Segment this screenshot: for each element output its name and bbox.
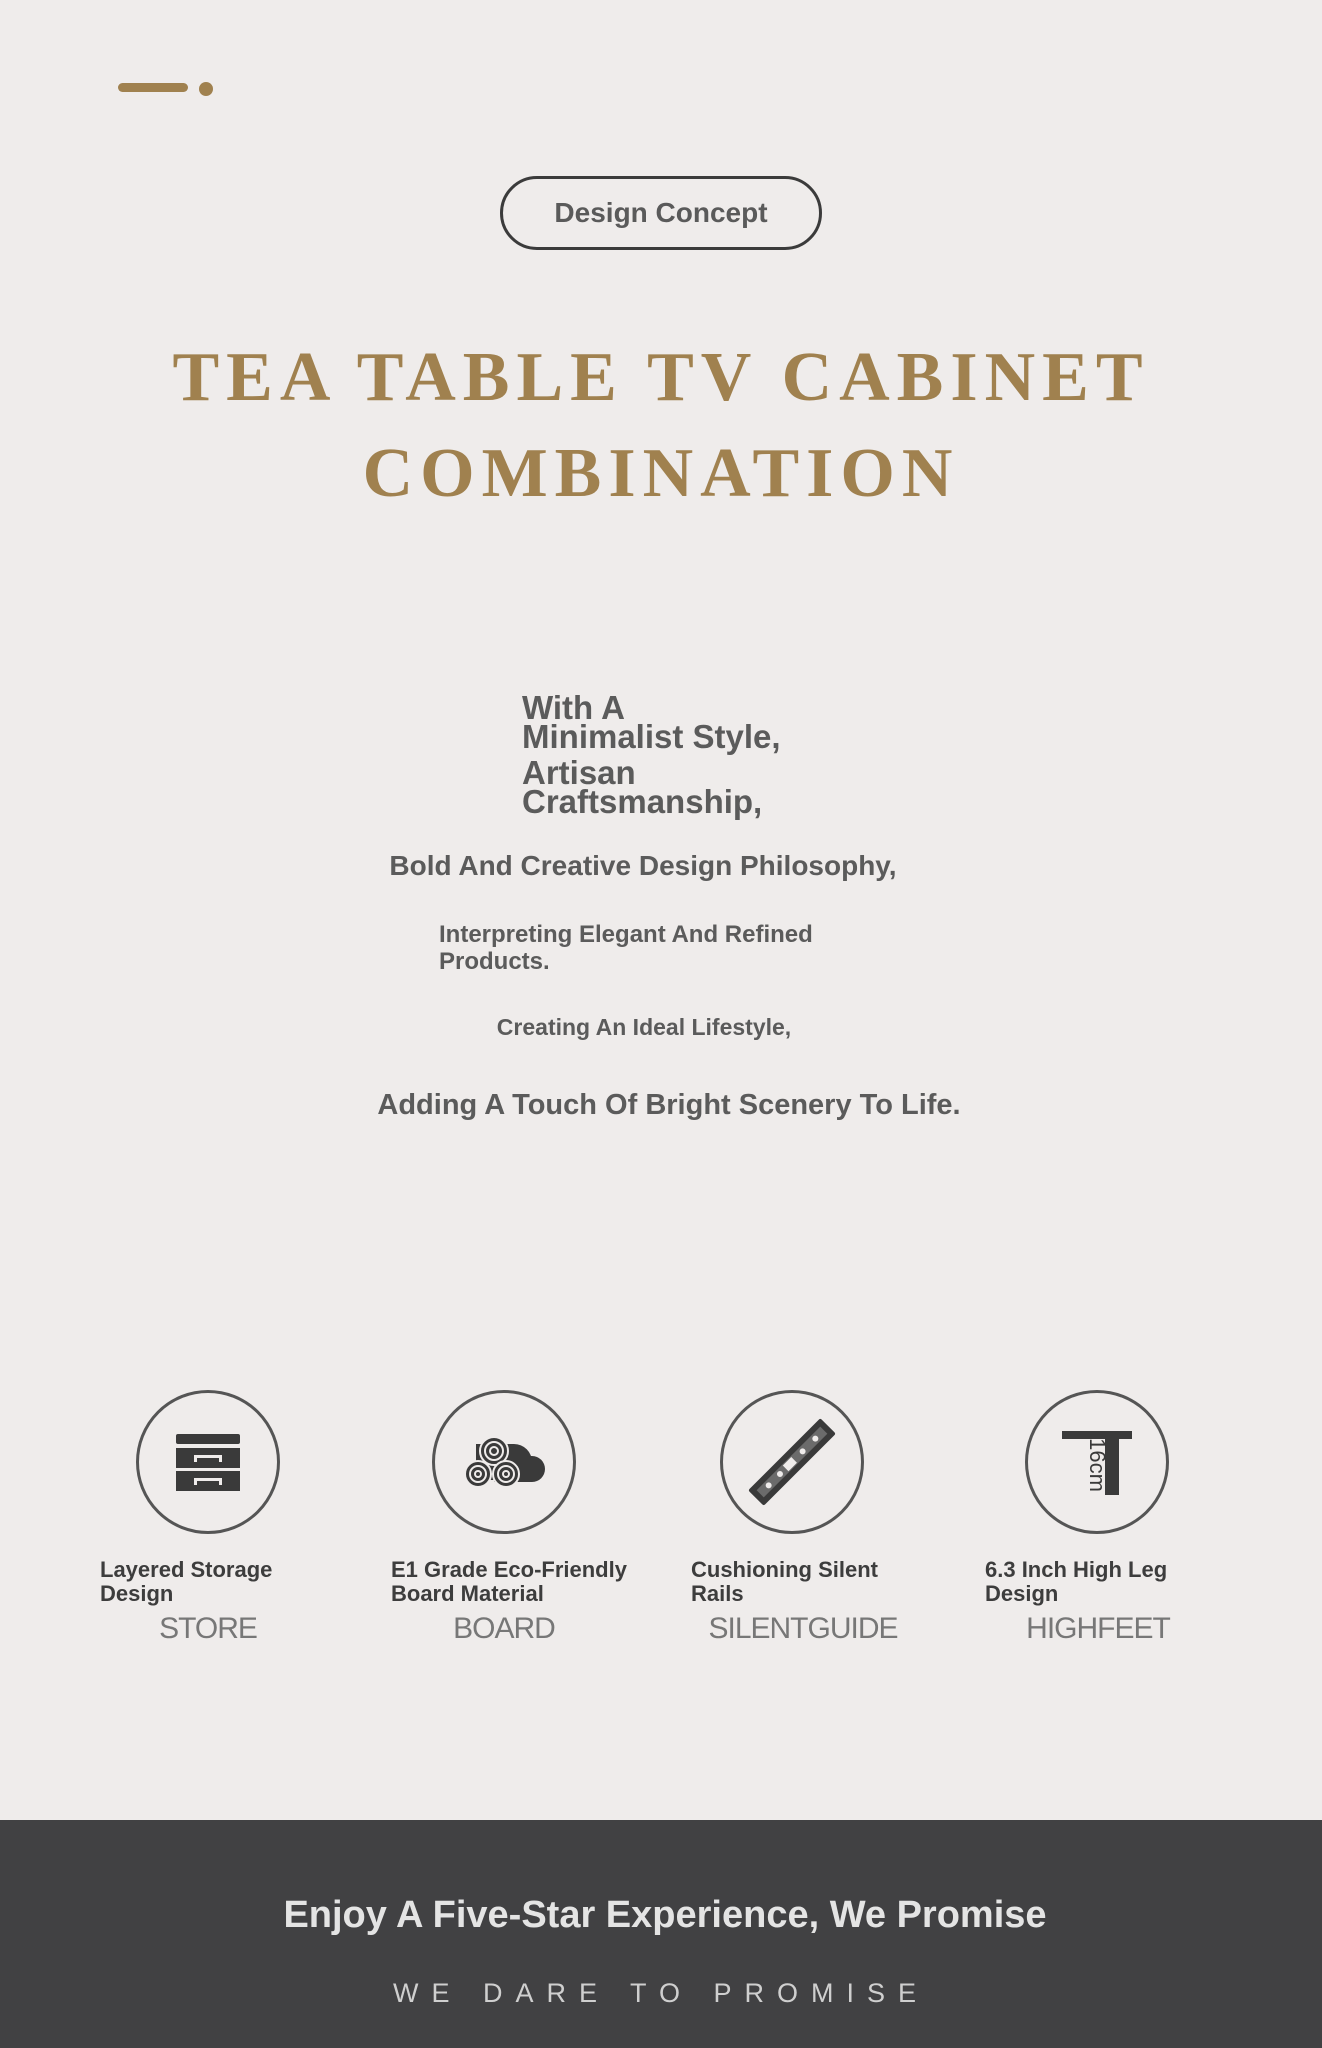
- feature-code: HIGHFEET: [1026, 1612, 1170, 1645]
- footer-banner: [0, 1820, 1322, 2048]
- title-line-1: TEA TABLE TV CABINET: [172, 339, 1150, 416]
- badge-label: Design Concept: [554, 197, 768, 228]
- feature-label: [985, 1558, 1255, 1606]
- intro-text: Artisan: [522, 754, 636, 791]
- intro-line-craft: [522, 754, 763, 820]
- feature-label-line: E1 Grade Eco-Friendly: [391, 1557, 627, 1582]
- title-line-2: COMBINATION: [362, 435, 960, 512]
- feature-label: [391, 1558, 661, 1606]
- feature-label-line: Layered Storage: [100, 1557, 273, 1582]
- feature-label-line: Design: [985, 1581, 1059, 1606]
- intro-text: Craftsmanship,: [522, 783, 763, 820]
- leg-height-text: 16cm: [1085, 1438, 1110, 1492]
- intro-text: With A: [522, 689, 625, 726]
- feature-code: STORE: [159, 1612, 257, 1645]
- feature-label-line: 6.3 Inch High Leg: [985, 1557, 1168, 1582]
- intro-line-style: [522, 689, 781, 755]
- feature-label: [691, 1558, 961, 1606]
- divider-bar: [118, 83, 188, 92]
- intro-text: Minimalist Style,: [522, 718, 781, 755]
- feature-code: BOARD: [453, 1612, 555, 1645]
- drawer-icon: [136, 1390, 280, 1534]
- leg-height-icon: [1025, 1390, 1169, 1534]
- feature-label-line: Board Material: [391, 1581, 544, 1606]
- intro-text: Products.: [439, 948, 550, 975]
- feature-label: [100, 1558, 370, 1606]
- intro-line-products: [439, 921, 813, 975]
- design-concept-badge: [500, 176, 822, 250]
- intro-text: Interpreting Elegant And Refined: [439, 921, 813, 948]
- feature-label-line: Design: [100, 1581, 174, 1606]
- footer-subline: WE DARE TO PROMISE: [392, 1978, 930, 2008]
- decorative-divider: [118, 82, 218, 96]
- intro-line-scenery: Adding A Touch Of Bright Scenery To Life.: [377, 1089, 961, 1121]
- intro-line-philosophy: Bold And Creative Design Philosophy,: [389, 850, 897, 881]
- divider-dot: [199, 82, 213, 96]
- page-title: [0, 330, 1322, 522]
- intro-line-lifestyle: Creating An Ideal Lifestyle,: [496, 1014, 792, 1040]
- feature-label-line: Cushioning Silent: [691, 1557, 878, 1582]
- feature-label-line: Rails: [691, 1581, 744, 1606]
- board-rolls-icon: [432, 1390, 576, 1534]
- rail-icon: [720, 1390, 864, 1534]
- feature-code: SILENTGUIDE: [708, 1612, 898, 1645]
- footer-headline: Enjoy A Five-Star Experience, We Promise: [283, 1894, 1047, 1936]
